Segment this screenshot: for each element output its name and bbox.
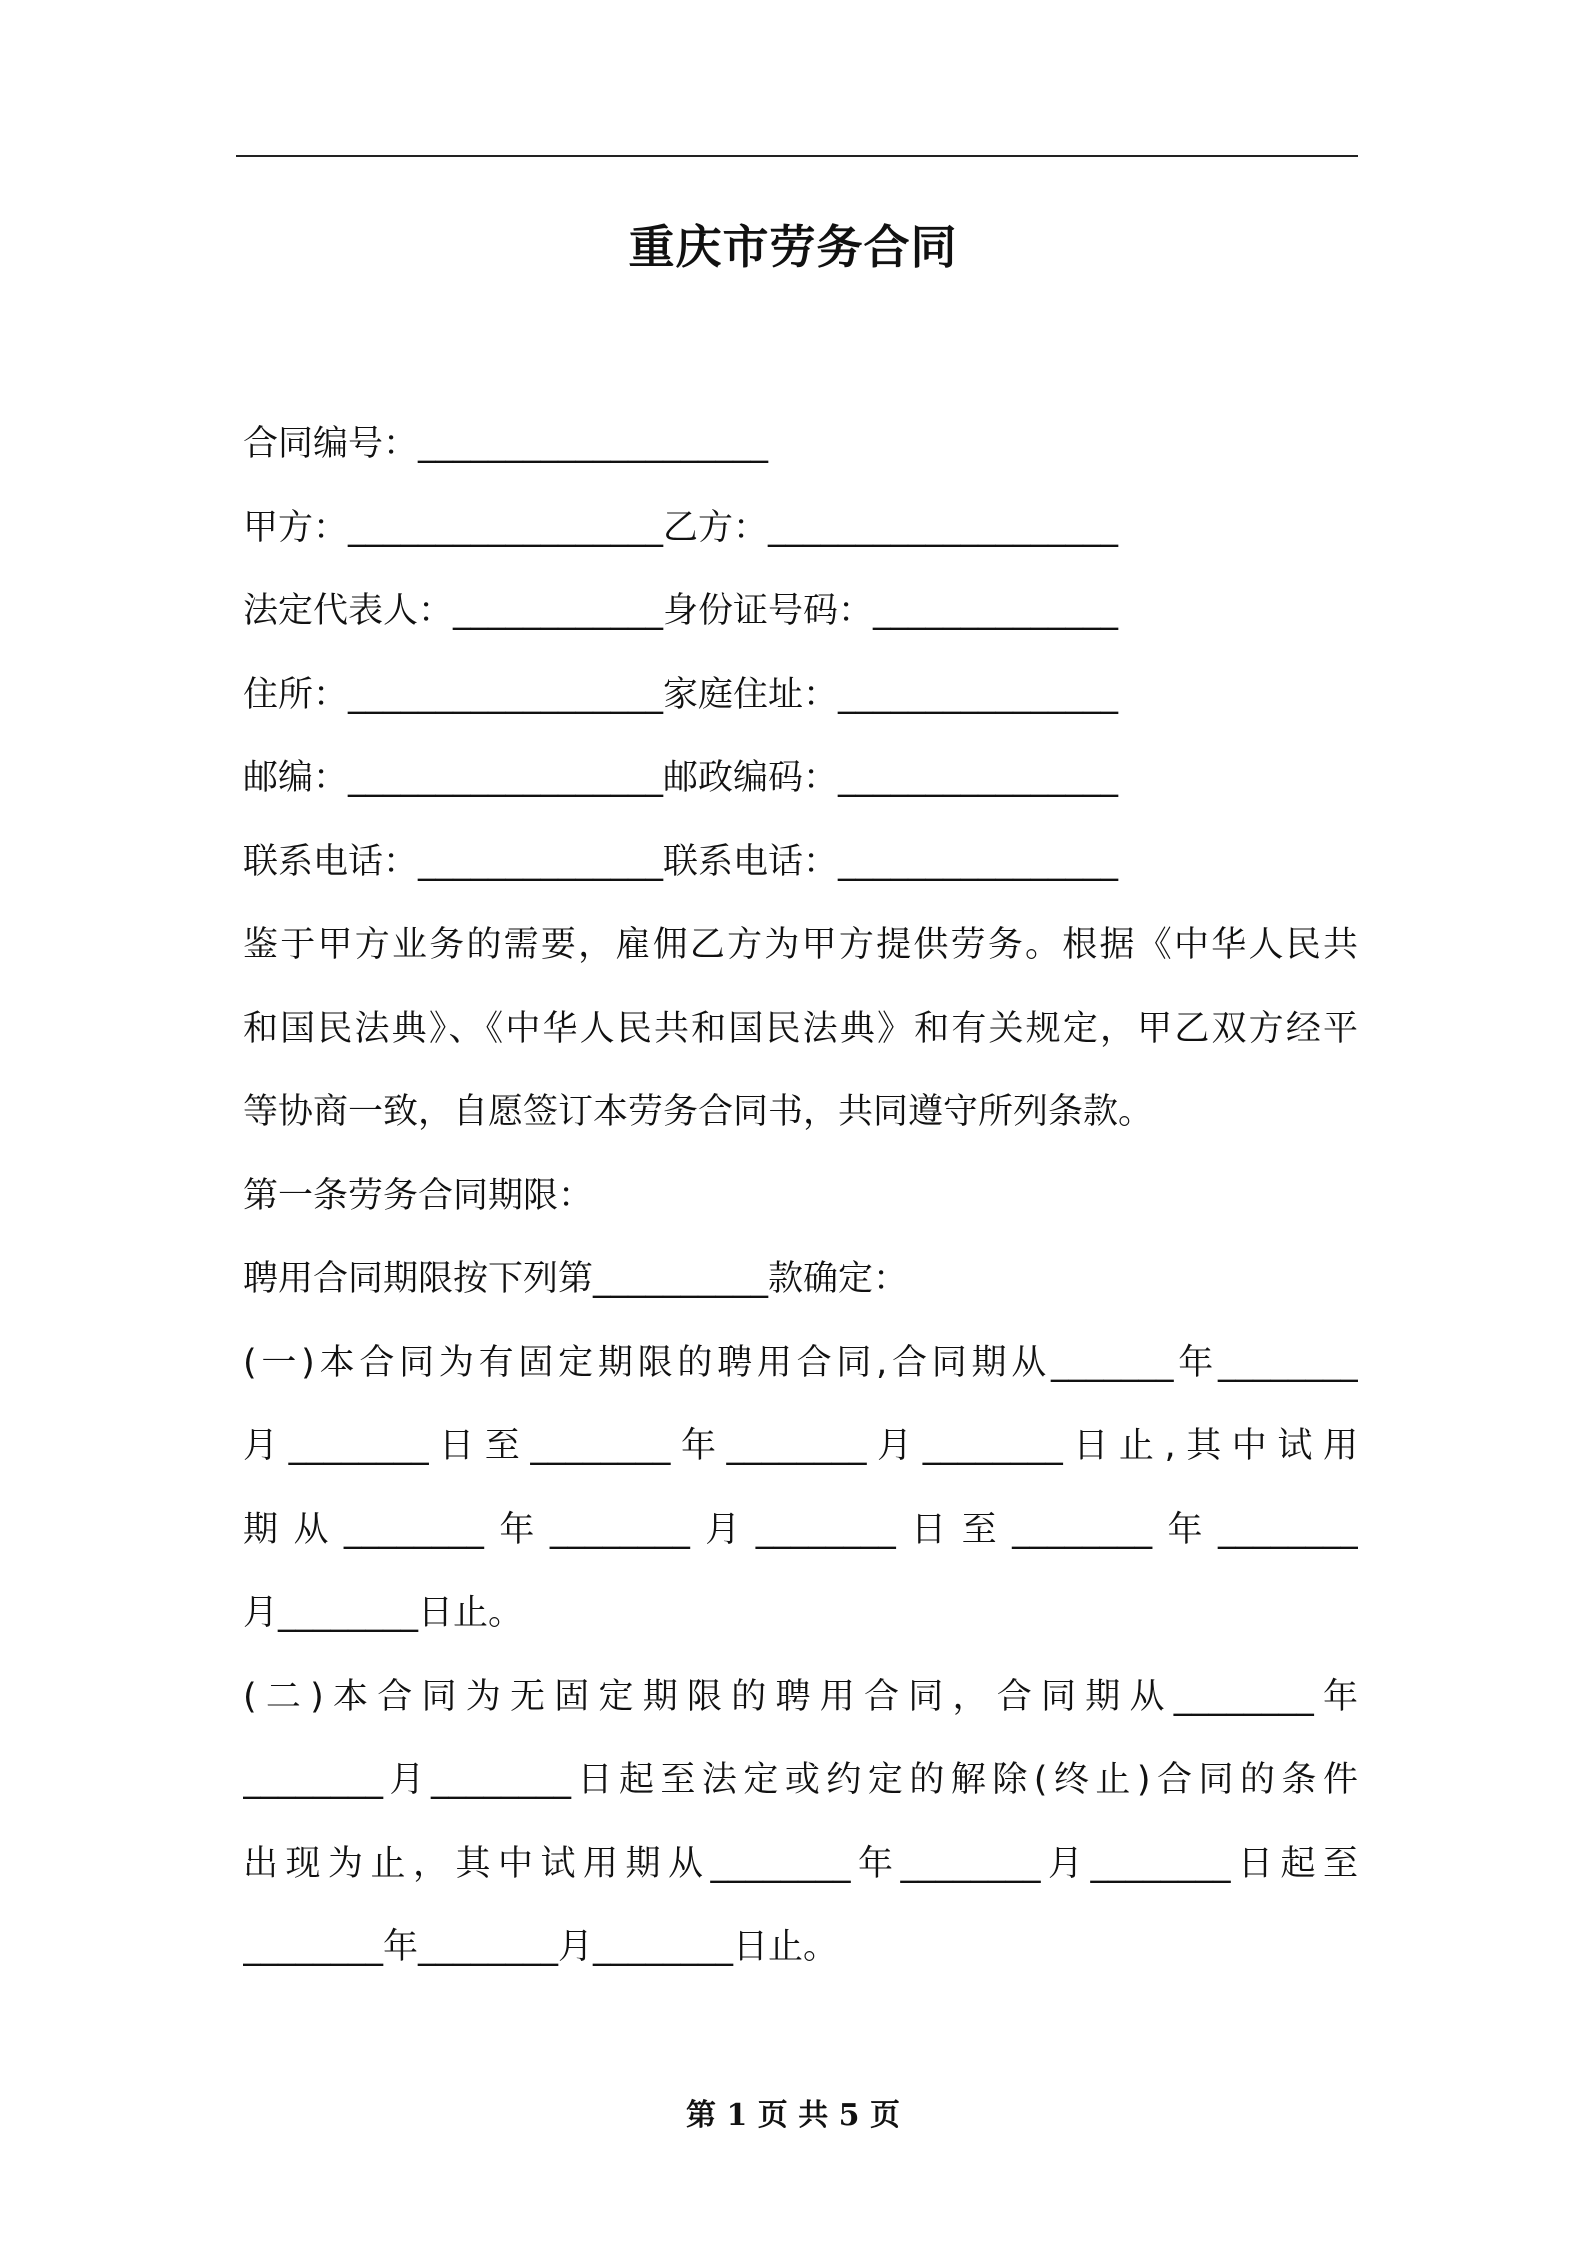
header-rule [236,155,1358,157]
open-term-line-1: (二)本合同为无固定期限的聘用合同，合同期从________年 [243,1676,1358,1717]
fixed-term-line-3: 期从________年________月________日至________年________ [243,1509,1358,1550]
open-term-line-4: ________年________月________日止。 [243,1927,839,1967]
page-number: 第 1 页 共 5 页 [686,2098,900,2133]
fixed-term-line-2: 月________日至________年________月________日止,其中试用 [243,1426,1358,1466]
fixed-term-line-1: (一)本合同为有固定期限的聘用合同,合同期从_______年________ [243,1342,1358,1383]
address-line: 住所：__________________家庭住址：________________ [243,674,1119,715]
postcode-line: 邮编：__________________邮政编码：________________ [243,758,1119,798]
party-a-b-line: 甲方：__________________乙方：____________________ [243,507,1119,548]
contract-number-line: 合同编号：____________________ [243,424,769,464]
representative-id-line: 法定代表人：____________身份证号码：______________ [243,591,1119,631]
document-body [243,403,1358,1990]
fixed-term-line-4: 月________日止。 [243,1593,524,1633]
phone-line: 联系电话：______________联系电话：________________ [243,841,1119,882]
term-selection-line: 聘用合同期限按下列第__________款确定： [243,1259,909,1299]
open-term-line-3: 出现为止，其中试用期从________年________月________日起至 [243,1843,1358,1884]
preamble-line-2: 和国民法典》、《中华人民共和国民法典》和有关规定，甲乙双方经平 [243,1008,1358,1049]
document-title: 重庆市劳务合同 [628,220,958,274]
open-term-line-2: ________月________日起至法定或约定的解除(终止)合同的条件 [243,1760,1358,1800]
preamble-line-3: 等协商一致，自愿签订本劳务合同书，共同遵守所列条款。 [243,1092,1154,1132]
preamble-line-1: 鉴于甲方业务的需要，雇佣乙方为甲方提供劳务。根据《中华人民共 [243,925,1358,965]
article-one-heading: 第一条劳务合同期限： [243,1175,594,1216]
